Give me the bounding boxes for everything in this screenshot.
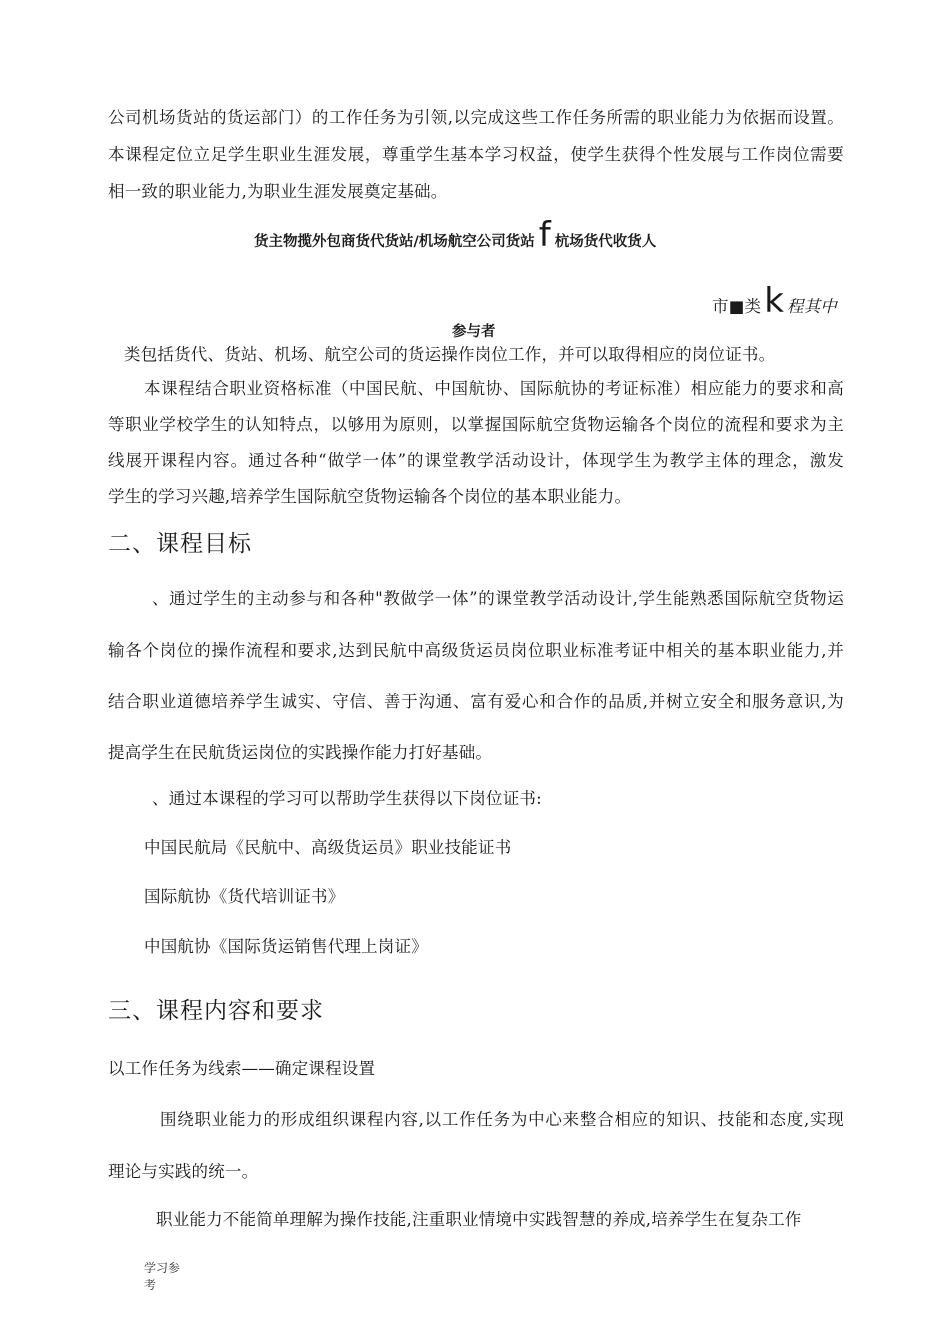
paragraph-line: 、通过本课程的学习可以帮助学生获得以下岗位证书: bbox=[152, 789, 542, 808]
flow-glyph: f bbox=[538, 215, 551, 255]
right-part2: 程其中 bbox=[786, 297, 838, 316]
paragraph-line: 本课程结合职业资格标准（中国民航、中国航协、国际航协的考证标准）相应能力的要求和高 bbox=[144, 379, 844, 398]
section-heading: 三、课程内容和要求 bbox=[108, 998, 324, 1024]
paragraph-line: 理论与实践的统一。 bbox=[108, 1162, 259, 1181]
paragraph-line: 类包括货代、货站、机场、航空公司的货运操作岗位工作，并可以取得相应的岗位证书。 bbox=[124, 345, 776, 364]
diagram-right-label bbox=[712, 281, 838, 321]
right-glyph: k bbox=[764, 281, 784, 321]
paragraph-line: 学生的学习兴趣,培养学生国际航空货物运输各个岗位的基本职业能力。 bbox=[108, 487, 632, 506]
paragraph-line: 输各个岗位的操作流程和要求,达到民航中高级货运员岗位职业标准考证中相关的基本职业能力,并 bbox=[108, 641, 844, 660]
footer-text: 学习参 bbox=[144, 1261, 181, 1275]
paragraph-line: 提高学生在民航货运岗位的实践操作能力打好基础。 bbox=[108, 743, 493, 762]
certificate-item: 中国民航局《民航中、高级货运员》职业技能证书 bbox=[144, 838, 512, 857]
paragraph-line: 结合职业道德培养学生诚实、守信、善于沟通、富有爱心和合作的品质,并树立安全和服务意识,为 bbox=[108, 692, 844, 711]
paragraph-line: 等职业学校学生的认知特点，以够用为原则，以掌握国际航空货物运输各个岗位的流程和要求为主 bbox=[108, 415, 844, 434]
participants-label: 参与者 bbox=[452, 324, 496, 340]
paragraph-line: 线展开课程内容。通过各种“做学一体”的课堂教学活动设计，体现学生为教学主体的理念，激发 bbox=[108, 451, 844, 470]
paragraph-line: 公司机场货站的货运部门）的工作任务为引领,以完成这些工作任务所需的职业能力为依据而设置。 bbox=[108, 108, 844, 127]
certificate-item: 国际航协《货代培训证书》 bbox=[144, 887, 345, 906]
sub-heading: 以工作任务为线索——确定课程设置 bbox=[108, 1059, 376, 1078]
flow-diagram-line bbox=[254, 215, 657, 258]
paragraph-line: 相一致的职业能力,为职业生涯发展奠定基础。 bbox=[108, 182, 448, 201]
paragraph-line: 围绕职业能力的形成组织课程内容,以工作任务为中心来整合相应的知识、技能和态度,实现 bbox=[160, 1110, 844, 1129]
right-part1: 市■类 bbox=[712, 297, 762, 316]
flow-left-text: 货主物揽外包商货代货站/机场航空公司货站 bbox=[254, 234, 535, 250]
paragraph-line: 、通过学生的主动参与和各种"教做学一体”的课堂教学活动设计,学生能熟悉国际航空货物运 bbox=[152, 589, 844, 608]
flow-right-text: 杭场货代收货人 bbox=[554, 234, 657, 250]
section-heading: 二、课程目标 bbox=[108, 531, 252, 557]
footer-text: 考 bbox=[144, 1278, 157, 1292]
paragraph-line: 本课程定位立足学生职业生涯发展，尊重学生基本学习权益，使学生获得个性发展与工作岗位需要 bbox=[108, 145, 844, 164]
certificate-item: 中国航协《国际货运销售代理上岗证》 bbox=[144, 937, 428, 956]
paragraph-line: 职业能力不能简单理解为操作技能,注重职业情境中实践智慧的养成,培养学生在复杂工作 bbox=[156, 1210, 802, 1229]
